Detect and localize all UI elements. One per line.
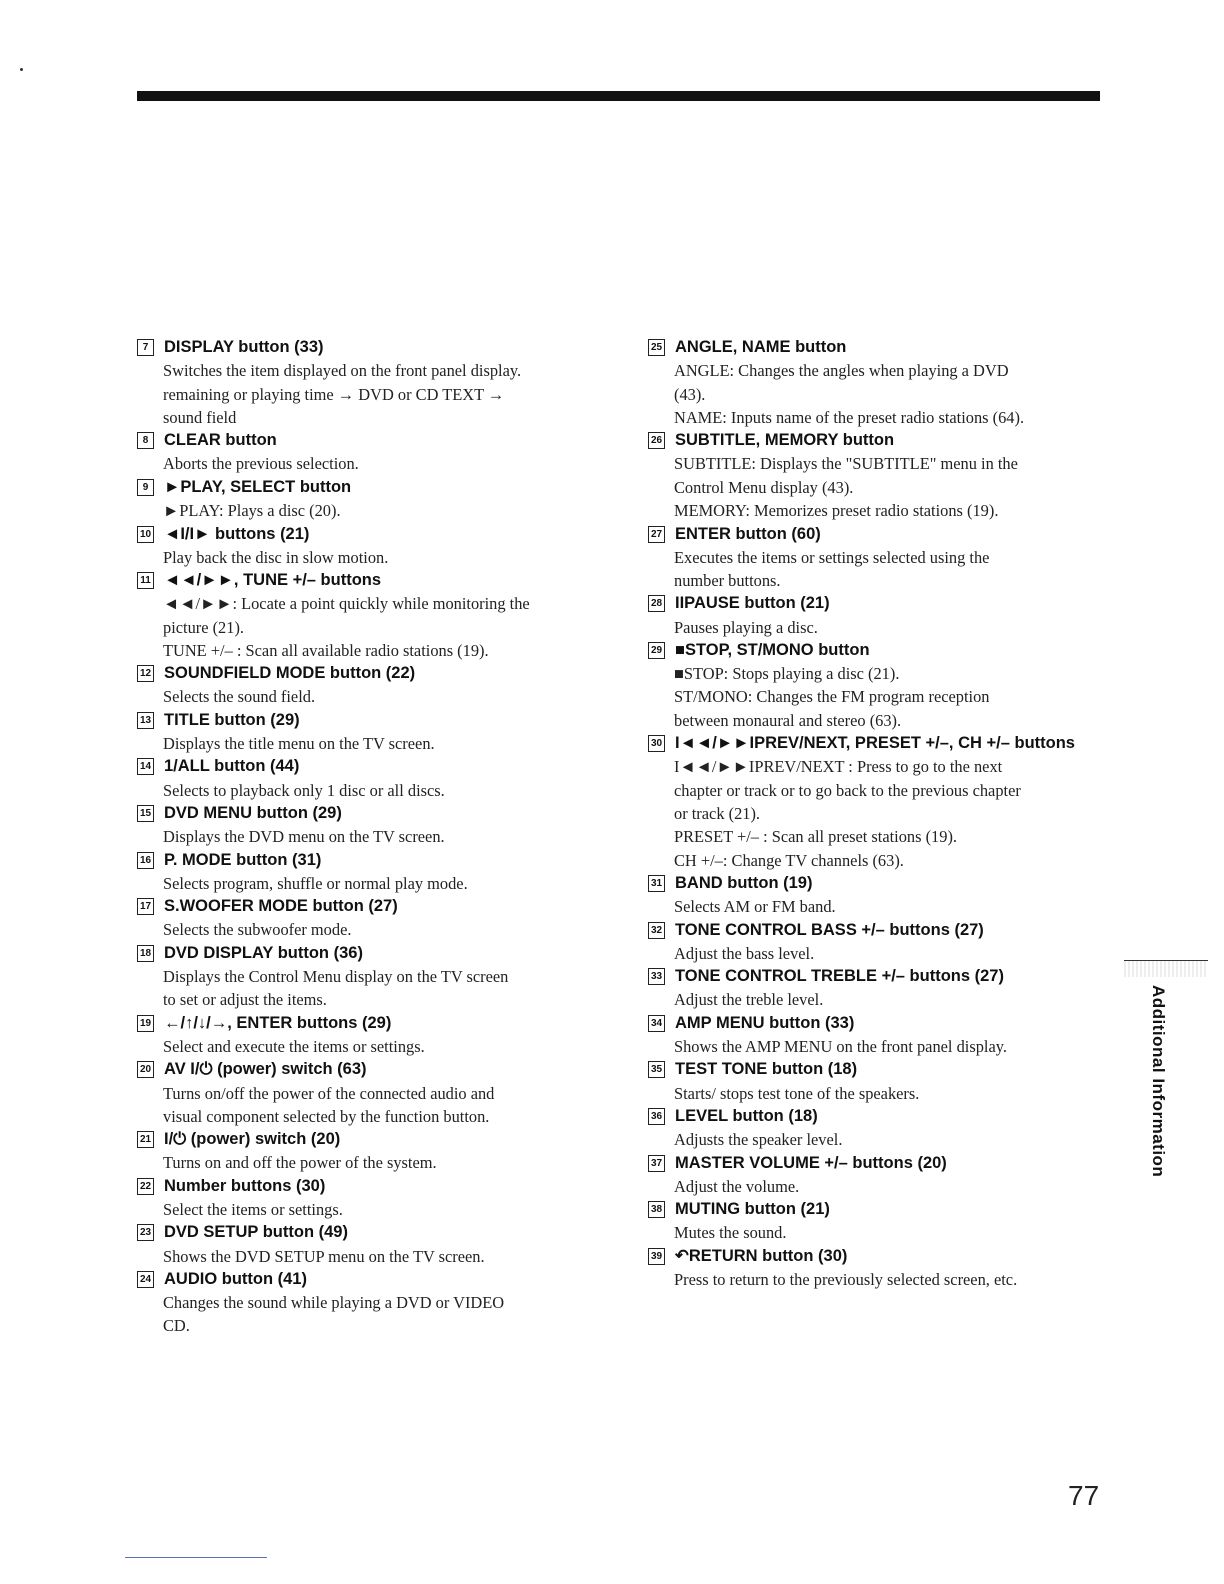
description-line: Displays the title menu on the TV screen.: [163, 734, 435, 754]
item-number-badge: 24: [137, 1271, 154, 1288]
item-title: ↶RETURN button (30): [675, 1247, 848, 1266]
description-line: number buttons.: [674, 570, 781, 590]
item-number-badge: 31: [648, 875, 665, 892]
item-number-badge: 26: [648, 432, 665, 449]
item-description: [674, 895, 1098, 918]
item-description: [163, 359, 607, 429]
item-heading: [137, 802, 607, 825]
item-heading: [137, 1268, 607, 1291]
item-title: TEST TONE button (18): [675, 1060, 858, 1079]
description-line: ►PLAY: Plays a disc (20).: [163, 501, 341, 521]
section-side-label: Additional Information: [1149, 985, 1168, 1178]
list-item: [137, 895, 607, 942]
description-line: Executes the items or settings selected using the: [674, 547, 990, 567]
description-line: Switches the item displayed on the front panel display.: [163, 361, 522, 381]
item-description: [674, 1128, 1098, 1151]
item-title: DVD SETUP button (49): [164, 1223, 348, 1242]
item-description: [674, 1035, 1098, 1058]
list-item: [137, 942, 607, 1012]
item-title: S.WOOFER MODE button (27): [164, 897, 398, 916]
list-item: [648, 336, 1098, 429]
item-description: [163, 1245, 607, 1268]
item-heading: [648, 336, 1098, 359]
description-line: Control Menu display (43).: [674, 477, 854, 497]
item-heading: [137, 476, 607, 499]
item-description: [163, 1035, 607, 1058]
item-title: ◄I/I► buttons (21): [164, 524, 310, 543]
list-item: [137, 1268, 607, 1338]
list-item: [137, 849, 607, 896]
item-heading: [648, 1198, 1098, 1221]
list-item: [648, 732, 1098, 872]
list-item: [648, 429, 1098, 522]
item-description: [163, 1151, 607, 1174]
item-number-badge: 21: [137, 1131, 154, 1148]
item-number-badge: 35: [648, 1061, 665, 1078]
item-description: [674, 616, 1098, 639]
item-title: P. MODE button (31): [164, 850, 322, 869]
list-item: [137, 1128, 607, 1175]
list-item: [648, 1058, 1098, 1105]
description-line: between monaural and stereo (63).: [674, 710, 902, 730]
description-line: Shows the DVD SETUP menu on the TV screen.: [163, 1246, 485, 1266]
item-number-badge: 13: [137, 712, 154, 729]
item-heading: [648, 1245, 1098, 1268]
list-item: [648, 918, 1098, 965]
item-number-badge: 29: [648, 642, 665, 659]
list-item: [137, 429, 607, 476]
item-heading: [137, 429, 607, 452]
item-description: [674, 988, 1098, 1011]
item-number-badge: 38: [648, 1201, 665, 1218]
description-line: ST/MONO: Changes the FM program reception: [674, 687, 990, 707]
description-line: Selects the subwoofer mode.: [163, 920, 352, 940]
description-line: (43).: [674, 384, 706, 404]
description-line: TUNE +/– : Scan all available radio stations (19).: [163, 640, 489, 660]
list-item: [648, 1245, 1098, 1292]
item-number-badge: 14: [137, 758, 154, 775]
list-item: [137, 1221, 607, 1268]
item-heading: [137, 1128, 607, 1151]
item-description: [163, 872, 607, 895]
item-number-badge: 32: [648, 922, 665, 939]
description-line: Turns on/off the power of the connected audio and: [163, 1083, 495, 1103]
description-line: to set or adjust the items.: [163, 990, 327, 1010]
item-heading: [648, 965, 1098, 988]
right-column: [648, 336, 1098, 1291]
item-description: [674, 1175, 1098, 1198]
item-number-badge: 36: [648, 1108, 665, 1125]
item-number-badge: 28: [648, 595, 665, 612]
item-description: [163, 965, 607, 1012]
description-line: Adjust the treble level.: [674, 990, 824, 1010]
item-description: [163, 1082, 607, 1129]
description-line: Selects AM or FM band.: [674, 897, 836, 917]
description-line: visual component selected by the function button.: [163, 1106, 490, 1126]
list-item: [648, 1012, 1098, 1059]
item-description: [674, 1268, 1098, 1291]
item-description: [674, 1221, 1098, 1244]
description-line: sound field: [163, 407, 237, 427]
item-number-badge: 33: [648, 968, 665, 985]
list-item: [137, 522, 607, 569]
item-description: [163, 685, 607, 708]
description-line: Selects program, shuffle or normal play mode.: [163, 873, 468, 893]
item-number-badge: 7: [137, 339, 154, 356]
item-title: CLEAR button: [164, 431, 277, 450]
description-line: Aborts the previous selection.: [163, 454, 359, 474]
item-description: [163, 732, 607, 755]
list-item: [648, 639, 1098, 732]
description-line: MEMORY: Memorizes preset radio stations (19).: [674, 501, 999, 521]
description-line: Selects to playback only 1 disc or all discs.: [163, 780, 445, 800]
item-title: AMP MENU button (33): [675, 1013, 855, 1032]
item-heading: [648, 732, 1098, 755]
item-heading: [137, 1058, 607, 1081]
list-item: [648, 592, 1098, 639]
item-title: 1/ALL button (44): [164, 757, 300, 776]
item-description: [163, 779, 607, 802]
item-title: MUTING button (21): [675, 1200, 830, 1219]
item-number-badge: 20: [137, 1061, 154, 1078]
description-line: Pauses playing a disc.: [674, 617, 818, 637]
item-title: ←/↑/↓/→, ENTER buttons (29): [164, 1013, 392, 1032]
item-number-badge: 22: [137, 1178, 154, 1195]
description-line: Changes the sound while playing a DVD or VIDEO: [163, 1293, 505, 1313]
list-item: [648, 1151, 1098, 1198]
item-heading: [648, 1105, 1098, 1128]
item-description: [163, 1198, 607, 1221]
item-heading: [137, 849, 607, 872]
item-heading: [648, 918, 1098, 941]
item-number-badge: 27: [648, 526, 665, 543]
description-line: Displays the Control Menu display on the TV screen: [163, 967, 509, 987]
item-heading: [648, 1151, 1098, 1174]
item-number-badge: 16: [137, 852, 154, 869]
item-heading: [137, 569, 607, 592]
item-title: ◄◄/►►, TUNE +/– buttons: [164, 571, 382, 590]
page-number: 77: [1068, 1480, 1100, 1511]
item-title: TONE CONTROL TREBLE +/– buttons (27): [675, 967, 1004, 986]
description-line: picture (21).: [163, 617, 245, 637]
item-title: IIPAUSE button (21): [675, 594, 830, 613]
item-number-badge: 15: [137, 805, 154, 822]
description-line: remaining or playing time → DVD or CD TEXT →: [163, 384, 505, 404]
description-line: Selects the sound field.: [163, 687, 316, 707]
item-heading: [648, 1012, 1098, 1035]
item-heading: [648, 639, 1098, 662]
description-line: Starts/ stops test tone of the speakers.: [674, 1083, 920, 1103]
item-description: [674, 359, 1098, 429]
description-line: Adjust the bass level.: [674, 943, 815, 963]
description-line: ■STOP: Stops playing a disc (21).: [674, 664, 900, 684]
item-description: [674, 1082, 1098, 1105]
item-heading: [137, 895, 607, 918]
description-line: SUBTITLE: Displays the "SUBTITLE" menu in the: [674, 454, 1018, 474]
description-line: or track (21).: [674, 803, 761, 823]
item-title: BAND button (19): [675, 873, 813, 892]
item-title: DVD MENU button (29): [164, 804, 342, 823]
item-title: TITLE button (29): [164, 710, 300, 729]
description-line: ANGLE: Changes the angles when playing a DVD: [674, 361, 1009, 381]
item-heading: [137, 1175, 607, 1198]
footer-rule: [125, 1557, 267, 1558]
header-rule: [137, 91, 1100, 101]
item-number-badge: 39: [648, 1248, 665, 1265]
item-title: DISPLAY button (33): [164, 338, 324, 357]
item-number-badge: 25: [648, 339, 665, 356]
description-line: chapter or track or to go back to the previous chapter: [674, 780, 1021, 800]
item-description: [163, 1291, 607, 1338]
item-description: [163, 592, 607, 662]
item-number-badge: 34: [648, 1015, 665, 1032]
item-title: AUDIO button (41): [164, 1270, 307, 1289]
item-number-badge: 10: [137, 526, 154, 543]
list-item: [648, 522, 1098, 592]
description-line: PRESET +/– : Scan all preset stations (19).: [674, 827, 958, 847]
item-title: DVD DISPLAY button (36): [164, 943, 363, 962]
item-title: LEVEL button (18): [675, 1106, 818, 1125]
item-description: [163, 546, 607, 569]
list-item: [137, 709, 607, 756]
description-line: CD.: [163, 1316, 190, 1336]
left-column: [137, 336, 607, 1338]
item-number-badge: 9: [137, 479, 154, 496]
item-description: [674, 662, 1098, 732]
section-tab-marker: [1124, 960, 1208, 977]
list-item: [137, 476, 607, 523]
item-heading: [648, 522, 1098, 545]
item-heading: [137, 662, 607, 685]
description-line: CH +/–: Change TV channels (63).: [674, 850, 904, 870]
item-number-badge: 12: [137, 665, 154, 682]
list-item: [137, 1058, 607, 1128]
item-heading: [648, 429, 1098, 452]
item-heading: [137, 942, 607, 965]
item-description: [674, 942, 1098, 965]
list-item: [137, 1012, 607, 1059]
description-line: Adjust the volume.: [674, 1176, 800, 1196]
item-title: ►PLAY, SELECT button: [164, 477, 352, 496]
item-title: ■STOP, ST/MONO button: [675, 641, 870, 659]
item-description: [674, 546, 1098, 593]
description-line: Adjusts the speaker level.: [674, 1130, 843, 1150]
item-number-badge: 23: [137, 1224, 154, 1241]
item-description: [674, 755, 1098, 871]
description-line: Turns on and off the power of the system.: [163, 1153, 437, 1173]
item-title: AV I/⏻ (power) switch (63): [164, 1060, 367, 1079]
margin-mark: [20, 68, 23, 71]
list-item: [137, 662, 607, 709]
item-number-badge: 18: [137, 945, 154, 962]
item-title: MASTER VOLUME +/– buttons (20): [675, 1153, 947, 1172]
item-number-badge: 19: [137, 1015, 154, 1032]
item-title: SOUNDFIELD MODE button (22): [164, 664, 416, 683]
item-title: Number buttons (30): [164, 1176, 326, 1195]
item-number-badge: 8: [137, 432, 154, 449]
description-line: Mutes the sound.: [674, 1223, 787, 1243]
item-description: [163, 452, 607, 475]
item-heading: [137, 1012, 607, 1035]
list-item: [648, 965, 1098, 1012]
item-description: [674, 452, 1098, 522]
item-title: TONE CONTROL BASS +/– buttons (27): [675, 920, 984, 939]
description-line: Press to return to the previously selected screen, etc.: [674, 1269, 1018, 1289]
item-title: ANGLE, NAME button: [675, 338, 847, 357]
list-item: [137, 1175, 607, 1222]
item-title: I/⏻ (power) switch (20): [164, 1130, 341, 1149]
item-number-badge: 30: [648, 735, 665, 752]
item-title: SUBTITLE, MEMORY button: [675, 431, 895, 450]
list-item: [137, 755, 607, 802]
description-line: Play back the disc in slow motion.: [163, 547, 389, 567]
item-description: [163, 499, 607, 522]
item-heading: [137, 1221, 607, 1244]
description-line: Shows the AMP MENU on the front panel display.: [674, 1036, 1007, 1056]
description-line: I◄◄/►►IPREV/NEXT : Press to go to the next: [674, 757, 1003, 777]
description-line: ◄◄/►►: Locate a point quickly while monitoring the: [163, 594, 530, 614]
item-heading: [648, 872, 1098, 895]
item-heading: [137, 755, 607, 778]
item-description: [163, 918, 607, 941]
list-item: [137, 336, 607, 429]
description-line: Displays the DVD menu on the TV screen.: [163, 827, 445, 847]
item-number-badge: 17: [137, 898, 154, 915]
list-item: [648, 872, 1098, 919]
item-heading: [137, 336, 607, 359]
item-title: I◄◄/►►IPREV/NEXT, PRESET +/–, CH +/– buttons: [675, 734, 1075, 753]
list-item: [137, 569, 607, 662]
description-line: NAME: Inputs name of the preset radio stations (64).: [674, 407, 1025, 427]
list-item: [137, 802, 607, 849]
list-item: [648, 1105, 1098, 1152]
list-item: [648, 1198, 1098, 1245]
item-heading: [648, 1058, 1098, 1081]
item-number-badge: 11: [137, 572, 154, 589]
description-line: Select and execute the items or settings.: [163, 1036, 425, 1056]
item-heading: [137, 709, 607, 732]
description-line: Select the items or settings.: [163, 1199, 343, 1219]
item-description: [163, 825, 607, 848]
item-heading: [648, 592, 1098, 615]
item-title: ENTER button (60): [675, 524, 821, 543]
item-number-badge: 37: [648, 1155, 665, 1172]
item-heading: [137, 522, 607, 545]
